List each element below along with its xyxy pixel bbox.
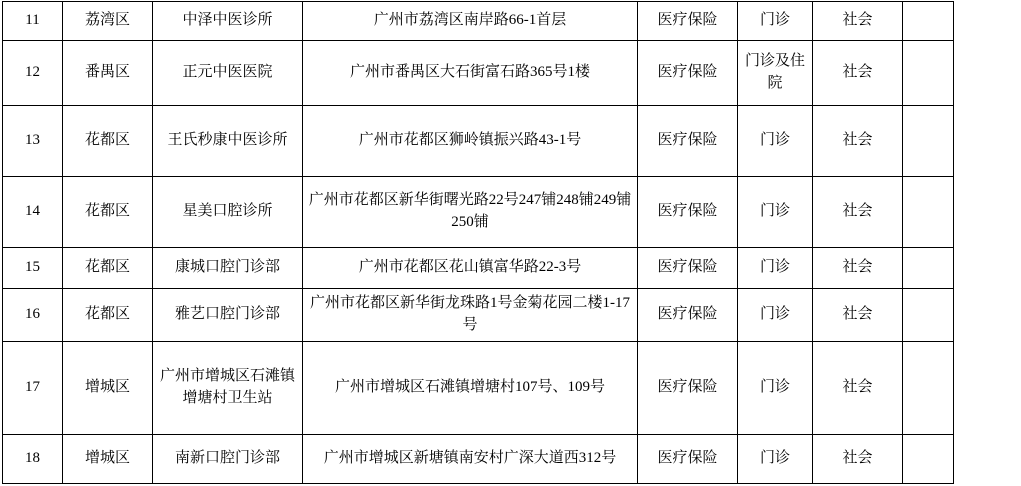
row-visit-type: 门诊 [738, 177, 813, 248]
row-institution: 中泽中医诊所 [153, 2, 303, 41]
row-district: 番禺区 [63, 41, 153, 106]
row-visit-type: 门诊及住院 [738, 41, 813, 106]
row-insurance: 医疗保险 [638, 341, 738, 434]
row-visit-type: 门诊 [738, 341, 813, 434]
row-category: 社会 [813, 177, 903, 248]
row-category: 社会 [813, 2, 903, 41]
row-district: 花都区 [63, 248, 153, 289]
row-category: 社会 [813, 106, 903, 177]
row-extra [903, 177, 954, 248]
row-address: 广州市花都区花山镇富华路22-3号 [303, 248, 638, 289]
row-index: 15 [3, 248, 63, 289]
row-address: 广州市花都区狮岭镇振兴路43-1号 [303, 106, 638, 177]
row-index: 11 [3, 2, 63, 41]
row-address: 广州市花都区新华街龙珠路1号金菊花园二楼1-17号 [303, 289, 638, 342]
row-index: 17 [3, 341, 63, 434]
row-insurance: 医疗保险 [638, 434, 738, 483]
row-institution: 星美口腔诊所 [153, 177, 303, 248]
row-district: 增城区 [63, 341, 153, 434]
row-institution: 康城口腔门诊部 [153, 248, 303, 289]
row-district: 花都区 [63, 106, 153, 177]
table-row [3, 106, 954, 177]
row-institution: 正元中医医院 [153, 41, 303, 106]
table-row [3, 248, 954, 289]
row-extra [903, 341, 954, 434]
row-district: 花都区 [63, 289, 153, 342]
row-insurance: 医疗保险 [638, 248, 738, 289]
row-visit-type: 门诊 [738, 248, 813, 289]
row-visit-type: 门诊 [738, 106, 813, 177]
row-insurance: 医疗保险 [638, 2, 738, 41]
row-insurance: 医疗保险 [638, 106, 738, 177]
row-index: 16 [3, 289, 63, 342]
row-category: 社会 [813, 41, 903, 106]
row-address: 广州市番禺区大石街富石路365号1楼 [303, 41, 638, 106]
row-institution: 雅艺口腔门诊部 [153, 289, 303, 342]
row-district: 增城区 [63, 434, 153, 483]
table-row [3, 289, 954, 342]
row-index: 13 [3, 106, 63, 177]
row-index: 14 [3, 177, 63, 248]
table-row [3, 2, 954, 41]
row-address: 广州市增城区新塘镇南安村广深大道西312号 [303, 434, 638, 483]
row-visit-type: 门诊 [738, 434, 813, 483]
row-insurance: 医疗保险 [638, 41, 738, 106]
table-row [3, 41, 954, 106]
medical-institutions-table [2, 1, 954, 484]
row-extra [903, 41, 954, 106]
row-address: 广州市花都区新华街曙光路22号247铺248铺249铺250铺 [303, 177, 638, 248]
row-address: 广州市增城区石滩镇增塘村107号、109号 [303, 341, 638, 434]
row-insurance: 医疗保险 [638, 289, 738, 342]
row-address: 广州市荔湾区南岸路66-1首层 [303, 2, 638, 41]
row-extra [903, 434, 954, 483]
row-insurance: 医疗保险 [638, 177, 738, 248]
row-extra [903, 106, 954, 177]
row-visit-type: 门诊 [738, 2, 813, 41]
row-visit-type: 门诊 [738, 289, 813, 342]
row-institution: 王氏秒康中医诊所 [153, 106, 303, 177]
row-institution: 南新口腔门诊部 [153, 434, 303, 483]
table-row [3, 177, 954, 248]
row-index: 18 [3, 434, 63, 483]
row-district: 花都区 [63, 177, 153, 248]
row-extra [903, 2, 954, 41]
table-row [3, 434, 954, 483]
row-category: 社会 [813, 289, 903, 342]
row-institution: 广州市增城区石滩镇增塘村卫生站 [153, 341, 303, 434]
table-row [3, 341, 954, 434]
row-extra [903, 289, 954, 342]
row-category: 社会 [813, 341, 903, 434]
row-district: 荔湾区 [63, 2, 153, 41]
row-index: 12 [3, 41, 63, 106]
row-category: 社会 [813, 248, 903, 289]
row-extra [903, 248, 954, 289]
row-category: 社会 [813, 434, 903, 483]
